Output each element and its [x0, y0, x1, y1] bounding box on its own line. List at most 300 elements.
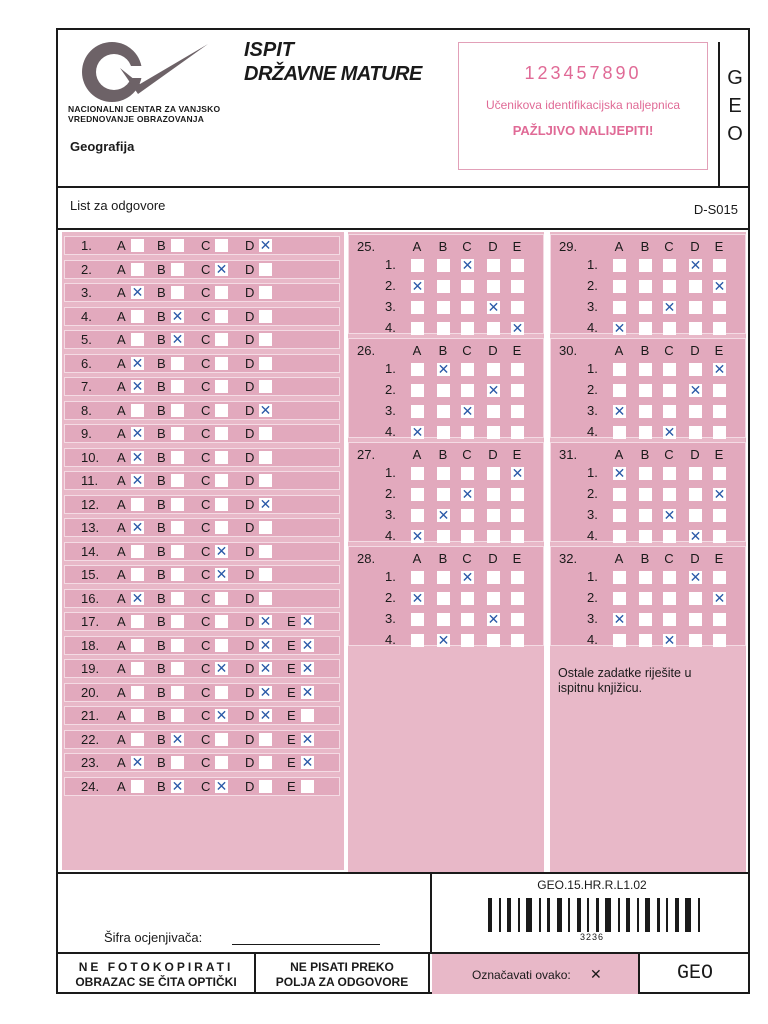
answer-checkbox[interactable]: [639, 571, 652, 584]
answer-checkbox[interactable]: [713, 322, 726, 335]
answer-checkbox[interactable]: [131, 263, 144, 276]
label-instruction: Učenikova identifikacijska naljepnica: [485, 98, 681, 112]
answer-checkbox[interactable]: [411, 426, 424, 439]
answer-checkbox[interactable]: [215, 592, 228, 605]
answer-checkbox[interactable]: [411, 613, 424, 626]
answer-checkbox[interactable]: [171, 239, 184, 252]
cross-mark: ✕: [259, 401, 272, 418]
answer-checkbox[interactable]: [639, 592, 652, 605]
answer-checkbox[interactable]: [131, 239, 144, 252]
answer-checkbox[interactable]: [131, 733, 144, 746]
answer-checkbox[interactable]: [613, 634, 626, 647]
answer-checkbox[interactable]: [131, 498, 144, 511]
answer-checkbox[interactable]: [437, 280, 450, 293]
answer-checkbox[interactable]: [689, 571, 702, 584]
answer-checkbox[interactable]: [461, 613, 474, 626]
answer-checkbox[interactable]: [663, 467, 676, 480]
answer-checkbox[interactable]: [663, 426, 676, 439]
answer-checkbox[interactable]: [689, 405, 702, 418]
cross-mark: ✕: [689, 257, 702, 273]
answer-checkbox[interactable]: [663, 530, 676, 543]
answer-checkbox[interactable]: [639, 280, 652, 293]
answer-row: [64, 565, 340, 584]
answer-checkbox[interactable]: [613, 509, 626, 522]
answer-checkbox[interactable]: [437, 363, 450, 376]
answer-checkbox[interactable]: [613, 259, 626, 272]
matching-question-block: [348, 234, 544, 334]
answer-checkbox[interactable]: [171, 333, 184, 346]
answer-checkbox[interactable]: [437, 571, 450, 584]
answer-checkbox[interactable]: [259, 451, 272, 464]
answer-checkbox[interactable]: [171, 730, 184, 747]
answer-checkbox[interactable]: [663, 280, 676, 293]
answer-checkbox[interactable]: [171, 756, 184, 769]
answer-checkbox[interactable]: [511, 280, 524, 293]
answer-checkbox[interactable]: [713, 509, 726, 522]
answer-checkbox[interactable]: [437, 613, 450, 626]
answer-checkbox[interactable]: [511, 363, 524, 376]
answer-checkbox[interactable]: [301, 662, 314, 675]
answer-checkbox[interactable]: [689, 509, 702, 522]
answer-checkbox[interactable]: [301, 756, 314, 769]
answer-checkbox[interactable]: [411, 571, 424, 584]
answer-checkbox[interactable]: [131, 568, 144, 581]
answer-checkbox[interactable]: [437, 592, 450, 605]
answer-checkbox[interactable]: [511, 613, 524, 626]
answer-checkbox[interactable]: [215, 239, 228, 252]
answer-checkbox[interactable]: [689, 301, 702, 314]
option-letter: B: [157, 755, 166, 770]
answer-checkbox[interactable]: [713, 363, 726, 376]
answer-checkbox[interactable]: [131, 756, 144, 769]
answer-checkbox[interactable]: [487, 592, 500, 605]
answer-checkbox[interactable]: [713, 426, 726, 439]
answer-checkbox[interactable]: [259, 615, 272, 628]
answer-checkbox[interactable]: [301, 709, 314, 722]
answer-checkbox[interactable]: [613, 530, 626, 543]
answer-checkbox[interactable]: [713, 634, 726, 647]
answer-checkbox[interactable]: [259, 310, 272, 323]
option-letter: B: [157, 355, 166, 371]
answer-checkbox[interactable]: [639, 405, 652, 418]
answer-checkbox[interactable]: [663, 571, 676, 584]
answer-checkbox[interactable]: [487, 509, 500, 522]
answer-checkbox[interactable]: [713, 488, 726, 501]
answer-checkbox[interactable]: [411, 509, 424, 522]
answer-checkbox[interactable]: [215, 756, 228, 769]
answer-checkbox[interactable]: [215, 474, 228, 487]
answer-checkbox[interactable]: [259, 474, 272, 487]
answer-checkbox[interactable]: [259, 263, 272, 276]
answer-checkbox[interactable]: [131, 286, 144, 299]
answer-checkbox[interactable]: [171, 286, 184, 299]
answer-checkbox[interactable]: [663, 322, 676, 335]
answer-checkbox[interactable]: [663, 405, 676, 418]
answer-checkbox[interactable]: [663, 384, 676, 397]
answer-checkbox[interactable]: [215, 709, 228, 722]
option-letter: D: [245, 238, 255, 253]
answer-checkbox[interactable]: [131, 474, 144, 487]
answer-checkbox[interactable]: [215, 404, 228, 417]
answer-checkbox[interactable]: [171, 777, 184, 794]
answer-checkbox[interactable]: [511, 634, 524, 647]
answer-checkbox[interactable]: [461, 634, 474, 647]
answer-checkbox[interactable]: [613, 467, 626, 480]
answer-checkbox[interactable]: [639, 509, 652, 522]
answer-checkbox[interactable]: [131, 686, 144, 699]
cross-mark: ✕: [487, 299, 500, 315]
answer-checkbox[interactable]: [689, 426, 702, 439]
answer-checkbox[interactable]: [437, 322, 450, 335]
answer-checkbox[interactable]: [689, 384, 702, 397]
matching-question-block: [348, 338, 544, 438]
answer-checkbox[interactable]: [461, 322, 474, 335]
option-letter: D: [245, 379, 255, 394]
answer-checkbox[interactable]: [639, 259, 652, 272]
answer-checkbox[interactable]: [487, 467, 500, 480]
answer-checkbox[interactable]: [215, 521, 228, 534]
answer-checkbox[interactable]: [639, 613, 652, 626]
answer-checkbox[interactable]: [639, 634, 652, 647]
answer-checkbox[interactable]: [411, 280, 424, 293]
answer-checkbox[interactable]: [461, 426, 474, 439]
answer-checkbox[interactable]: [613, 488, 626, 501]
answer-checkbox[interactable]: [259, 521, 272, 534]
answer-checkbox[interactable]: [131, 380, 144, 393]
answer-checkbox[interactable]: [171, 427, 184, 440]
answer-checkbox[interactable]: [461, 405, 474, 418]
answer-checkbox[interactable]: [689, 259, 702, 272]
option-header: A: [614, 239, 624, 254]
grader-code-line[interactable]: [232, 944, 380, 945]
answer-checkbox[interactable]: [511, 384, 524, 397]
answer-checkbox[interactable]: [259, 568, 272, 581]
answer-checkbox[interactable]: [713, 405, 726, 418]
answer-checkbox[interactable]: [689, 363, 702, 376]
answer-checkbox[interactable]: [487, 613, 500, 626]
item-number: 3.: [385, 611, 396, 626]
answer-checkbox[interactable]: [131, 310, 144, 323]
answer-checkbox[interactable]: [131, 545, 144, 558]
answer-checkbox[interactable]: [411, 530, 424, 543]
answer-checkbox[interactable]: [131, 333, 144, 346]
answer-checkbox[interactable]: [613, 613, 626, 626]
answer-checkbox[interactable]: [689, 530, 702, 543]
answer-checkbox[interactable]: [461, 467, 474, 480]
answer-checkbox[interactable]: [713, 384, 726, 397]
answer-checkbox[interactable]: [259, 495, 272, 512]
answer-checkbox[interactable]: [613, 592, 626, 605]
matching-question-number: 31.: [559, 447, 578, 462]
answer-checkbox[interactable]: [131, 615, 144, 628]
answer-checkbox[interactable]: [461, 280, 474, 293]
answer-checkbox[interactable]: [511, 301, 524, 314]
answer-checkbox[interactable]: [437, 488, 450, 501]
answer-checkbox[interactable]: [411, 322, 424, 335]
option-letter: A: [117, 473, 126, 488]
answer-checkbox[interactable]: [171, 263, 184, 276]
answer-checkbox[interactable]: [215, 777, 228, 794]
answer-checkbox[interactable]: [689, 592, 702, 605]
answer-checkbox[interactable]: [215, 427, 228, 440]
answer-checkbox[interactable]: [639, 530, 652, 543]
answer-checkbox[interactable]: [259, 401, 272, 418]
answer-checkbox[interactable]: [461, 363, 474, 376]
answer-checkbox[interactable]: [215, 357, 228, 370]
answer-checkbox[interactable]: [171, 686, 184, 699]
answer-checkbox[interactable]: [461, 592, 474, 605]
answer-checkbox[interactable]: [689, 488, 702, 501]
option-letter: B: [157, 285, 166, 300]
answer-checkbox[interactable]: [487, 301, 500, 314]
answer-checkbox[interactable]: [639, 384, 652, 397]
answer-checkbox[interactable]: [511, 530, 524, 543]
answer-checkbox[interactable]: [689, 634, 702, 647]
answer-checkbox[interactable]: [215, 260, 228, 277]
answer-checkbox[interactable]: [215, 662, 228, 675]
answer-checkbox[interactable]: [301, 683, 314, 700]
answer-checkbox[interactable]: [663, 488, 676, 501]
answer-checkbox[interactable]: [215, 498, 228, 511]
answer-checkbox[interactable]: [215, 568, 228, 581]
answer-checkbox[interactable]: [259, 286, 272, 299]
answer-checkbox[interactable]: [171, 404, 184, 417]
answer-checkbox[interactable]: [639, 488, 652, 501]
answer-checkbox[interactable]: [215, 310, 228, 323]
answer-checkbox[interactable]: [131, 589, 144, 606]
answer-checkbox[interactable]: [215, 542, 228, 559]
answer-checkbox[interactable]: [171, 662, 184, 675]
answer-checkbox[interactable]: [713, 301, 726, 314]
answer-checkbox[interactable]: [131, 780, 144, 793]
answer-checkbox[interactable]: [259, 545, 272, 558]
answer-checkbox[interactable]: [437, 530, 450, 543]
answer-checkbox[interactable]: [259, 709, 272, 722]
answer-checkbox[interactable]: [689, 322, 702, 335]
answer-checkbox[interactable]: [411, 363, 424, 376]
answer-checkbox[interactable]: [259, 683, 272, 700]
answer-checkbox[interactable]: [411, 634, 424, 647]
answer-checkbox[interactable]: [215, 733, 228, 746]
answer-checkbox[interactable]: [461, 301, 474, 314]
answer-checkbox[interactable]: [461, 384, 474, 397]
answer-checkbox[interactable]: [487, 322, 500, 335]
cross-mark: ✕: [411, 528, 424, 544]
answer-checkbox[interactable]: [171, 521, 184, 534]
answer-checkbox[interactable]: [131, 404, 144, 417]
answer-checkbox[interactable]: [613, 322, 626, 335]
answer-checkbox[interactable]: [511, 322, 524, 335]
footer-subject-code: GEO: [676, 962, 713, 985]
answer-checkbox[interactable]: [131, 709, 144, 722]
answer-checkbox[interactable]: [461, 530, 474, 543]
answer-checkbox[interactable]: [411, 301, 424, 314]
matching-question-number: 27.: [357, 447, 376, 462]
answer-row: [64, 448, 340, 467]
answer-checkbox[interactable]: [639, 426, 652, 439]
answer-checkbox[interactable]: [215, 615, 228, 628]
answer-checkbox[interactable]: [131, 662, 144, 675]
answer-checkbox[interactable]: [171, 498, 184, 511]
answer-checkbox[interactable]: [131, 448, 144, 465]
organization-name: [68, 104, 220, 124]
answer-checkbox[interactable]: [437, 301, 450, 314]
answer-checkbox[interactable]: [639, 322, 652, 335]
answer-checkbox[interactable]: [437, 634, 450, 647]
item-number: 3.: [587, 299, 598, 314]
answer-checkbox[interactable]: [215, 451, 228, 464]
answer-checkbox[interactable]: [171, 545, 184, 558]
answer-checkbox[interactable]: [131, 427, 144, 440]
answer-checkbox[interactable]: [171, 451, 184, 464]
answer-checkbox[interactable]: [259, 636, 272, 653]
answer-checkbox[interactable]: [613, 363, 626, 376]
answer-checkbox[interactable]: [613, 405, 626, 418]
answer-checkbox[interactable]: [511, 509, 524, 522]
answer-checkbox[interactable]: [663, 363, 676, 376]
answer-checkbox[interactable]: [613, 571, 626, 584]
question-number: 19.: [81, 661, 100, 676]
answer-checkbox[interactable]: [511, 259, 524, 272]
answer-checkbox[interactable]: [461, 488, 474, 501]
cross-mark: ✕: [461, 257, 474, 273]
answer-row: [64, 471, 340, 490]
answer-checkbox[interactable]: [461, 571, 474, 584]
answer-checkbox[interactable]: [171, 639, 184, 652]
answer-checkbox[interactable]: [215, 639, 228, 652]
answer-checkbox[interactable]: [713, 259, 726, 272]
option-letter: D: [245, 261, 255, 277]
answer-checkbox[interactable]: [259, 357, 272, 370]
answer-checkbox[interactable]: [487, 280, 500, 293]
answer-checkbox[interactable]: [613, 280, 626, 293]
answer-checkbox[interactable]: [639, 363, 652, 376]
cross-mark: ✕: [215, 566, 228, 582]
answer-checkbox[interactable]: [171, 474, 184, 487]
answer-checkbox[interactable]: [411, 592, 424, 605]
answer-checkbox[interactable]: [171, 380, 184, 393]
answer-checkbox[interactable]: [511, 426, 524, 439]
answer-checkbox[interactable]: [713, 467, 726, 480]
answer-checkbox[interactable]: [215, 380, 228, 393]
cross-mark: ✕: [437, 361, 450, 377]
multiple-choice-answers: [62, 232, 344, 870]
answer-checkbox[interactable]: [411, 467, 424, 480]
answer-checkbox[interactable]: [411, 259, 424, 272]
answer-checkbox[interactable]: [171, 709, 184, 722]
answer-checkbox[interactable]: [437, 405, 450, 418]
item-number: 2.: [385, 590, 396, 605]
answer-checkbox[interactable]: [511, 467, 524, 480]
answer-checkbox[interactable]: [171, 307, 184, 324]
answer-checkbox[interactable]: [259, 756, 272, 769]
answer-checkbox[interactable]: [411, 405, 424, 418]
answer-checkbox[interactable]: [487, 634, 500, 647]
answer-checkbox[interactable]: [713, 280, 726, 293]
answer-checkbox[interactable]: [689, 280, 702, 293]
answer-checkbox[interactable]: [259, 733, 272, 746]
answer-checkbox[interactable]: [437, 467, 450, 480]
answer-checkbox[interactable]: [511, 571, 524, 584]
answer-checkbox[interactable]: [613, 301, 626, 314]
answer-checkbox[interactable]: [663, 301, 676, 314]
cross-mark: ✕: [171, 307, 184, 324]
answer-checkbox[interactable]: [487, 363, 500, 376]
answer-checkbox[interactable]: [171, 568, 184, 581]
answer-checkbox[interactable]: [689, 467, 702, 480]
answer-checkbox[interactable]: [511, 488, 524, 501]
answer-checkbox[interactable]: [487, 384, 500, 397]
answer-checkbox[interactable]: [713, 592, 726, 605]
answer-checkbox[interactable]: [215, 686, 228, 699]
barcode-bar: [698, 898, 700, 932]
answer-checkbox[interactable]: [437, 509, 450, 522]
answer-checkbox[interactable]: [301, 615, 314, 628]
answer-checkbox[interactable]: [511, 592, 524, 605]
answer-checkbox[interactable]: [663, 634, 676, 647]
answer-checkbox[interactable]: [411, 384, 424, 397]
answer-checkbox[interactable]: [689, 613, 702, 626]
answer-checkbox[interactable]: [131, 354, 144, 371]
answer-checkbox[interactable]: [131, 639, 144, 652]
answer-checkbox[interactable]: [215, 286, 228, 299]
answer-checkbox[interactable]: [259, 239, 272, 252]
answer-checkbox[interactable]: [259, 592, 272, 605]
answer-checkbox[interactable]: [487, 405, 500, 418]
answer-checkbox[interactable]: [487, 426, 500, 439]
answer-checkbox[interactable]: [301, 636, 314, 653]
answer-checkbox[interactable]: [663, 613, 676, 626]
answer-checkbox[interactable]: [171, 615, 184, 628]
answer-checkbox[interactable]: [639, 467, 652, 480]
answer-checkbox[interactable]: [301, 730, 314, 747]
answer-checkbox[interactable]: [437, 259, 450, 272]
answer-checkbox[interactable]: [171, 592, 184, 605]
option-letter: A: [117, 778, 126, 794]
answer-checkbox[interactable]: [215, 333, 228, 346]
answer-checkbox[interactable]: [487, 571, 500, 584]
answer-checkbox[interactable]: [411, 488, 424, 501]
answer-checkbox[interactable]: [713, 530, 726, 543]
answer-checkbox[interactable]: [713, 613, 726, 626]
answer-checkbox[interactable]: [613, 426, 626, 439]
option-header: A: [412, 343, 422, 358]
answer-checkbox[interactable]: [171, 357, 184, 370]
answer-checkbox[interactable]: [437, 426, 450, 439]
answer-checkbox[interactable]: [487, 259, 500, 272]
answer-checkbox[interactable]: [259, 780, 272, 793]
answer-checkbox[interactable]: [487, 530, 500, 543]
answer-checkbox[interactable]: [511, 405, 524, 418]
answer-checkbox[interactable]: [613, 384, 626, 397]
answer-checkbox[interactable]: [301, 780, 314, 793]
answer-checkbox[interactable]: [259, 662, 272, 675]
answer-checkbox[interactable]: [259, 380, 272, 393]
answer-checkbox[interactable]: [663, 592, 676, 605]
answer-checkbox[interactable]: [487, 488, 500, 501]
answer-checkbox[interactable]: [713, 571, 726, 584]
answer-checkbox[interactable]: [663, 509, 676, 522]
answer-checkbox[interactable]: [259, 333, 272, 346]
answer-checkbox[interactable]: [131, 521, 144, 534]
answer-checkbox[interactable]: [437, 384, 450, 397]
answer-checkbox[interactable]: [259, 427, 272, 440]
answer-checkbox[interactable]: [663, 259, 676, 272]
answer-checkbox[interactable]: [461, 259, 474, 272]
answer-checkbox[interactable]: [639, 301, 652, 314]
answer-checkbox[interactable]: [461, 509, 474, 522]
item-number: 1.: [587, 569, 598, 584]
